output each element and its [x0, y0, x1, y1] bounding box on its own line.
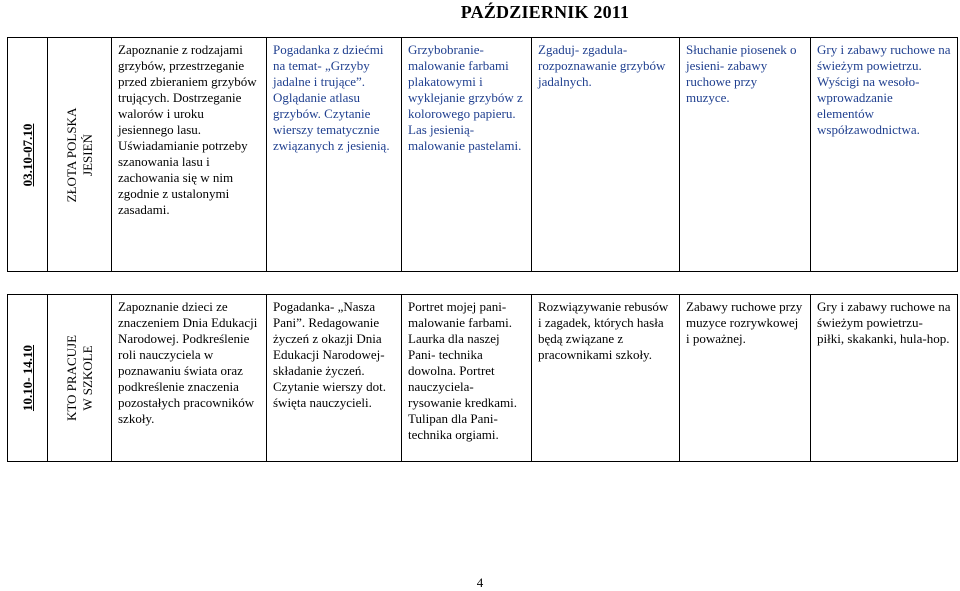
activity-cell: Zabawy ruchowe przy muzyce rozrywkowej i poważnej.	[680, 295, 811, 462]
week-theme: KTO PRACUJE W SZKOLE	[63, 334, 95, 422]
week-date: 03.10-07.10	[19, 123, 35, 186]
row-gap	[8, 272, 958, 295]
row-spacer	[8, 272, 958, 295]
week-date-cell	[8, 295, 48, 462]
table-row-week-1	[8, 38, 958, 272]
week-theme-cell	[48, 38, 112, 272]
activity-cell: Grzybobranie- malowanie farbami plakatowymi i wyklejanie grzybów z kolorowego papieru. Las jesienią- malowanie pastelami.	[402, 38, 532, 272]
activity-cell: Gry i zabawy ruchowe na świeżym powietrzu. Wyścigi na wesoło- wprowadzanie elementów współzawodnictwa.	[811, 38, 958, 272]
page-number: 4	[476, 575, 484, 590]
activity-cell: Pogadanka z dziećmi na temat- „Grzyby jadalne i trujące”. Oglądanie atlasu grzybów. Czytanie wierszy tematycznie związanych z jesienią.	[267, 38, 402, 272]
lesson-plan-table	[7, 37, 958, 462]
week-date: 10.10- 14.10	[19, 344, 35, 412]
activity-cell: Rozwiązywanie rebusów i zagadek, których hasła będą związane z pracownikami szkoły.	[532, 295, 680, 462]
activity-cell: Zgaduj- zgadula- rozpoznawanie grzybów jadalnych.	[532, 38, 680, 272]
page-title: PAŹDZIERNIK 2011	[460, 2, 630, 22]
activity-cell: Zapoznanie dzieci ze znaczeniem Dnia Edukacji Narodowej. Podkreślenie roli nauczyciela w poznawaniu świata oraz podkreślenie znaczenia pozostałych pracowników szkoły.	[112, 295, 267, 462]
activity-cell: Portret mojej pani- malowanie farbami. Laurka dla naszej Pani- technika dowolna. Portret nauczyciela- rysowanie kredkami. Tulipan dla Pani- technika orgiami.	[402, 295, 532, 462]
activity-cell: Pogadanka- „Nasza Pani”. Redagowanie życzeń z okazji Dnia Edukacji Narodowej- składanie życzeń. Czytanie wierszy dot. święta nauczycieli.	[267, 295, 402, 462]
activity-cell: Zapoznanie z rodzajami grzybów, przestrzeganie przed zbieraniem grzybów trujących. Dostrzeganie walorów i uroku jesiennego lasu. Uświadamianie potrzeby szanowania lasu i zachowania się w nim zgodnie z ustalonymi zasadami.	[112, 38, 267, 272]
activity-cell: Słuchanie piosenek o jesieni- zabawy ruchowe przy muzyce.	[680, 38, 811, 272]
week-theme: ZŁOTA POLSKA JESIEŃ	[63, 107, 95, 202]
activity-cell: Gry i zabawy ruchowe na świeżym powietrzu- piłki, skakanki, hula-hop.	[811, 295, 958, 462]
week-date-cell	[8, 38, 48, 272]
week-theme-cell	[48, 295, 112, 462]
table-row-week-2	[8, 295, 958, 462]
